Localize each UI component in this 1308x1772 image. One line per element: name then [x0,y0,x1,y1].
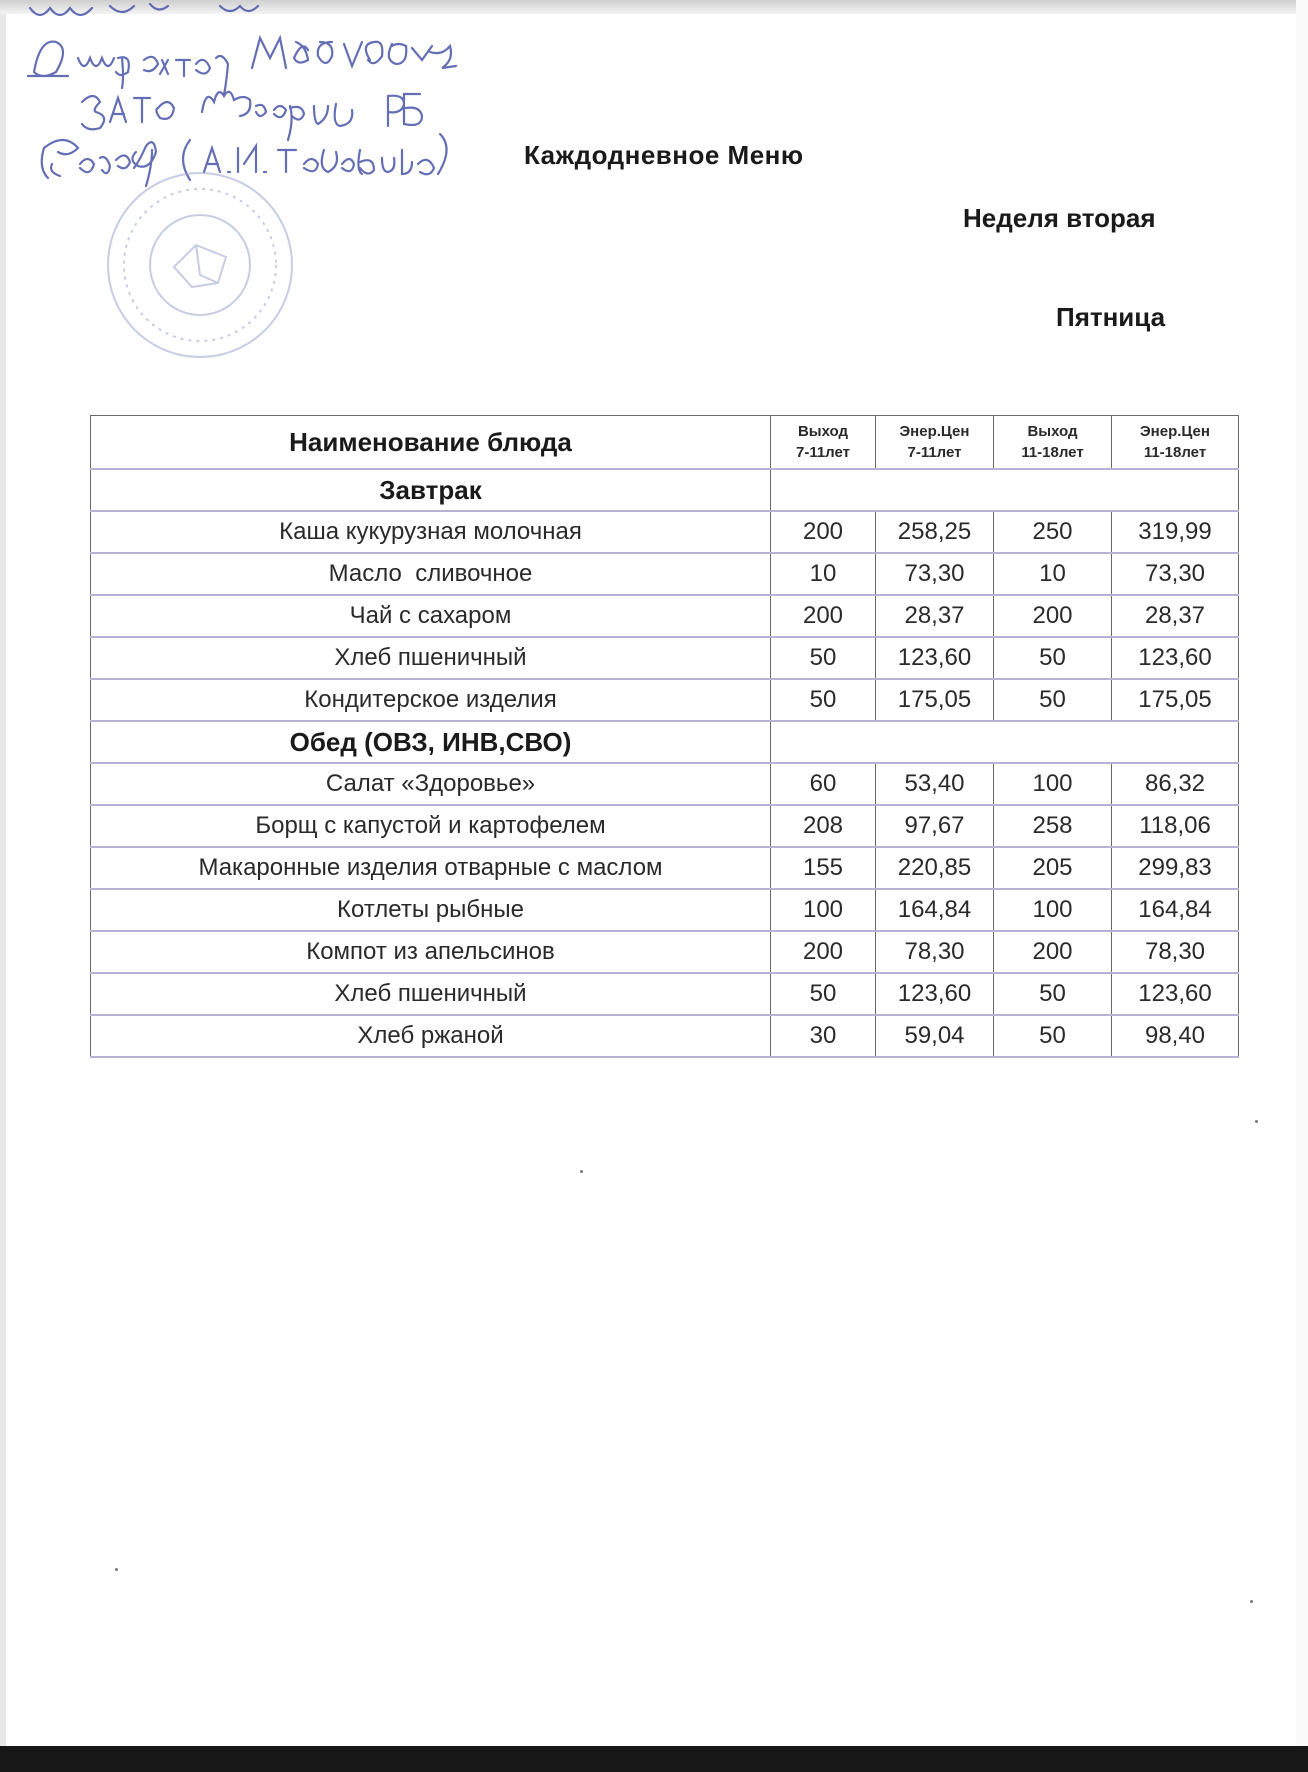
week-label: Неделя вторая [963,203,1156,233]
yield-7-11: 50 [771,973,876,1015]
dish-name: Хлеб пшеничный [91,973,771,1015]
header-yield-7-11-line1: Выход [797,423,849,440]
scan-speck [580,1170,583,1173]
page-title: Каждодневное Меню [524,140,804,170]
dish-name: Кондитерское изделия [91,679,771,721]
energy-11-18: 86,32 [1112,763,1239,805]
header-yield-11-18-line1: Выход [1027,423,1078,440]
yield-7-11: 50 [771,679,876,721]
energy-11-18: 299,83 [1112,847,1239,889]
yield-7-11: 200 [771,931,876,973]
energy-7-11: 175,05 [876,679,994,721]
energy-11-18: 98,40 [1112,1015,1239,1057]
dish-name: Масло сливочное [91,553,771,595]
dish-name: Каша кукурузная молочная [91,511,771,553]
header-energy-7-11-line1: Энер.Цен [899,423,970,440]
energy-7-11: 123,60 [876,637,994,679]
energy-11-18: 118,06 [1112,805,1239,847]
header-yield-11-18-line2: 11-18лет [1021,444,1084,461]
table-row [91,1015,1239,1057]
yield-11-18: 205 [994,847,1112,889]
yield-7-11: 208 [771,805,876,847]
yield-11-18: 50 [994,679,1112,721]
energy-7-11: 97,67 [876,805,994,847]
energy-7-11: 73,30 [876,553,994,595]
section-title-lunch: Обед (ОВЗ, ИНВ,СВО) [91,721,771,763]
scan-edge-bottom [0,1746,1308,1772]
header-energy-7-11-line2: 7-11лет [907,444,962,461]
table-header-row [91,416,1239,470]
header-energy-11-18 [1112,416,1239,470]
day-label: Пятница [1056,302,1166,332]
energy-11-18: 319,99 [1112,511,1239,553]
section-row-breakfast [91,469,1239,511]
energy-11-18: 28,37 [1112,595,1239,637]
yield-7-11: 155 [771,847,876,889]
table-row [91,805,1239,847]
table-row [91,595,1239,637]
yield-11-18: 100 [994,889,1112,931]
scan-speck [115,1568,118,1571]
yield-11-18: 258 [994,805,1112,847]
energy-7-11: 53,40 [876,763,994,805]
energy-11-18: 164,84 [1112,889,1239,931]
energy-11-18: 123,60 [1112,637,1239,679]
table-row [91,931,1239,973]
dish-name: Макаронные изделия отварные с маслом [91,847,771,889]
table-row [91,679,1239,721]
table-row [91,511,1239,553]
yield-11-18: 50 [994,637,1112,679]
section-row-lunch [91,721,1239,763]
table-row [91,889,1239,931]
table-row [91,637,1239,679]
yield-7-11: 200 [771,595,876,637]
yield-11-18: 50 [994,1015,1112,1057]
energy-7-11: 78,30 [876,931,994,973]
yield-7-11: 100 [771,889,876,931]
dish-name: Салат «Здоровье» [91,763,771,805]
section-title-breakfast: Завтрак [91,469,771,511]
round-stamp [100,155,300,375]
dish-name: Котлеты рыбные [91,889,771,931]
energy-11-18: 123,60 [1112,973,1239,1015]
header-yield-11-18 [994,416,1112,470]
section-empty-cell [771,721,1239,763]
energy-7-11: 258,25 [876,511,994,553]
table-row [91,553,1239,595]
table-row [91,847,1239,889]
yield-11-18: 200 [994,931,1112,973]
header-yield-7-11 [771,416,876,470]
scan-edge-right [1296,0,1308,1772]
dish-name: Хлеб ржаной [91,1015,771,1057]
dish-name: Борщ с капустой и картофелем [91,805,771,847]
energy-11-18: 175,05 [1112,679,1239,721]
dish-name: Чай с сахаром [91,595,771,637]
yield-7-11: 30 [771,1015,876,1057]
energy-11-18: 73,30 [1112,553,1239,595]
scan-speck [1255,1120,1258,1123]
yield-11-18: 10 [994,553,1112,595]
dish-name: Компот из апельсинов [91,931,771,973]
energy-7-11: 123,60 [876,973,994,1015]
yield-11-18: 200 [994,595,1112,637]
dish-name: Хлеб пшеничный [91,637,771,679]
energy-7-11: 59,04 [876,1015,994,1057]
table-row [91,973,1239,1015]
header-energy-7-11 [876,416,994,470]
header-energy-11-18-line1: Энер.Цен [1140,423,1210,440]
scan-edge-left [0,0,6,1772]
energy-7-11: 28,37 [876,595,994,637]
yield-11-18: 250 [994,511,1112,553]
section-empty-cell [771,469,1239,511]
energy-7-11: 164,84 [876,889,994,931]
table-row [91,763,1239,805]
yield-7-11: 200 [771,511,876,553]
menu-table [90,415,1239,1058]
header-energy-11-18-line2: 11-18лет [1143,444,1207,461]
header-yield-7-11-line2: 7-11лет [795,444,851,461]
yield-11-18: 50 [994,973,1112,1015]
yield-7-11: 50 [771,637,876,679]
yield-7-11: 60 [771,763,876,805]
header-dish-name: Наименование блюда [91,416,771,470]
scan-speck [1250,1600,1253,1603]
energy-11-18: 78,30 [1112,931,1239,973]
yield-11-18: 100 [994,763,1112,805]
energy-7-11: 220,85 [876,847,994,889]
yield-7-11: 10 [771,553,876,595]
